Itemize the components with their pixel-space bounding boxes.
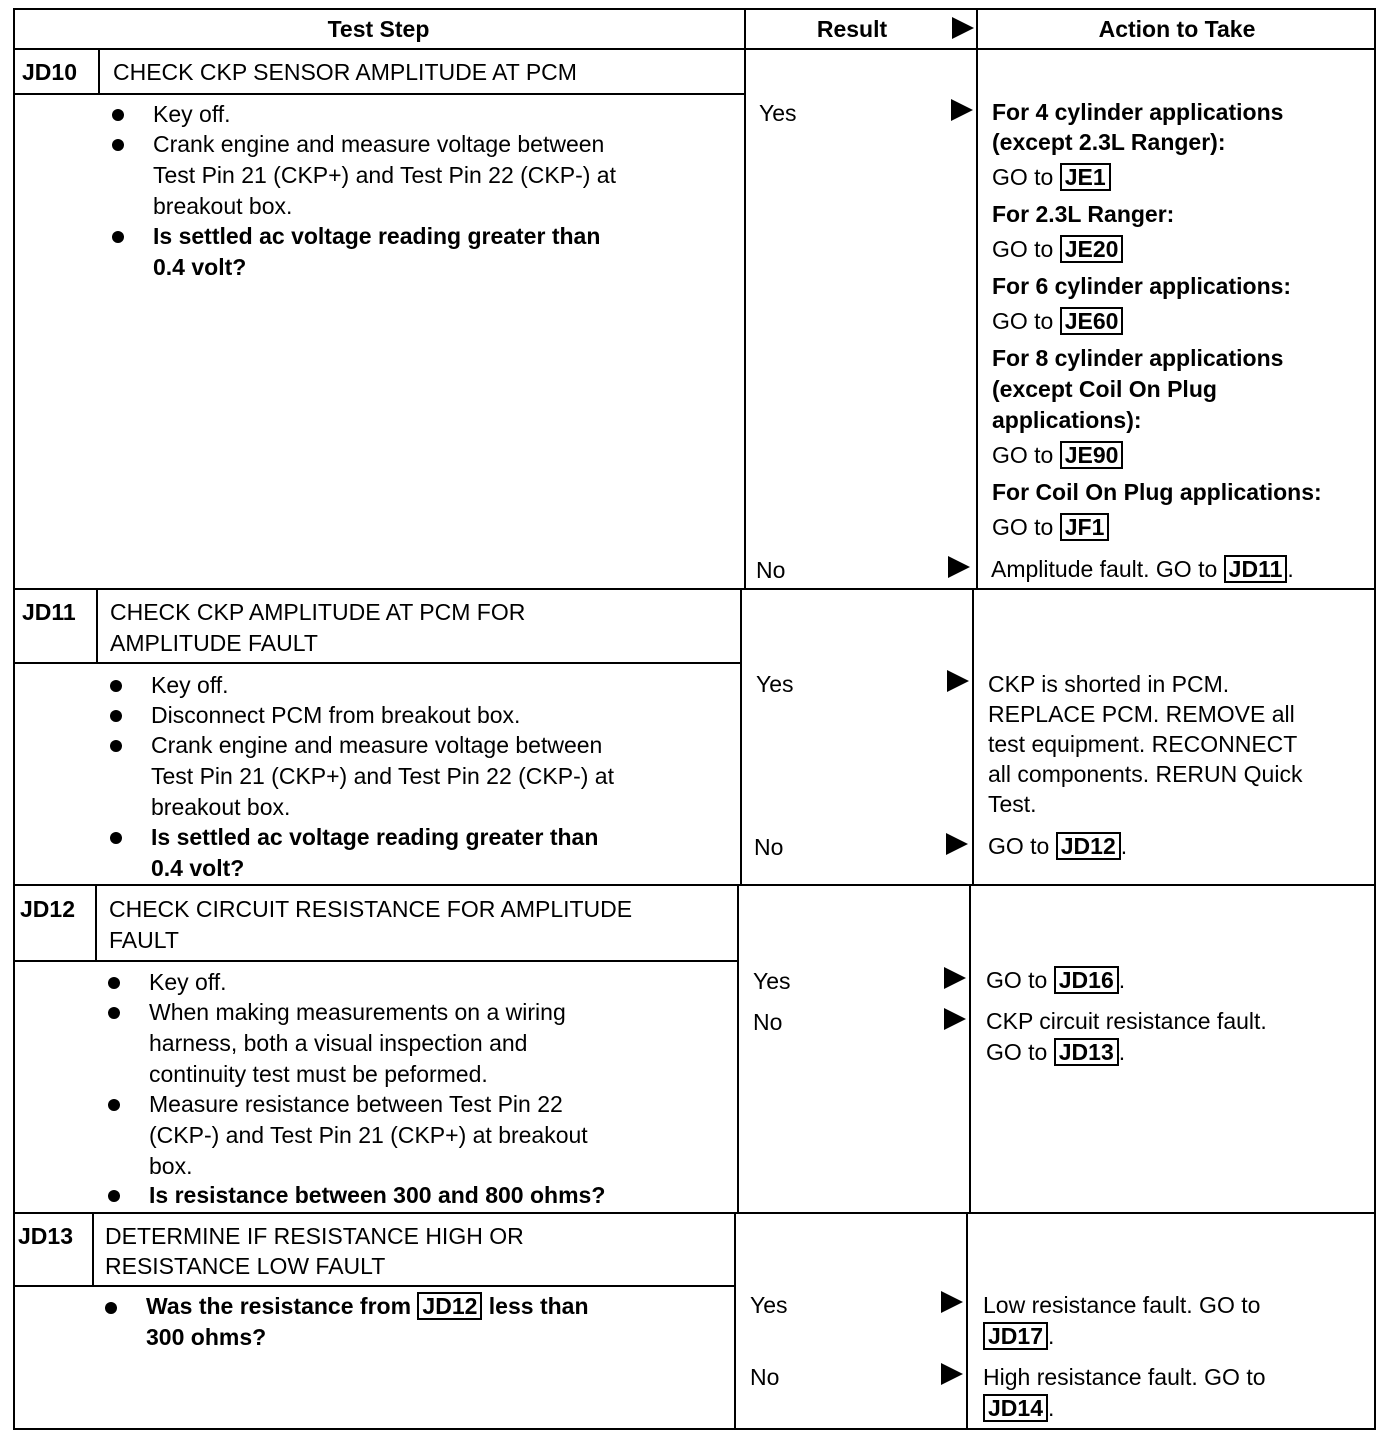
column-divider-action [969,884,971,1212]
action-goto: GO to JD13 . [986,1039,1126,1065]
step-title: AMPLITUDE FAULT [110,630,318,656]
action-text: CKP circuit resistance fault. [986,1008,1267,1034]
bullet-icon [105,1302,117,1314]
action-text: applications): [992,407,1142,433]
step-instruction: Key off. [153,101,231,127]
step-instruction: harness, both a visual inspection and [149,1030,528,1056]
action-text: For 6 cylinder applications: [992,273,1292,299]
action-text: For 8 cylinder applications [992,345,1284,371]
result-label: Yes [756,671,794,697]
step-instruction: Crank engine and measure voltage between [153,131,605,157]
column-divider-result [734,1212,736,1430]
action-text: (except Coil On Plug [992,376,1217,402]
step-reference-link[interactable]: JD12 [1056,832,1121,860]
bullet-icon [112,109,124,121]
step-instruction: Measure resistance between Test Pin 22 [149,1091,563,1117]
step-title: FAULT [109,927,179,953]
result-arrow-icon [941,1291,963,1313]
bullet-icon [110,740,122,752]
column-divider-result [737,884,739,1212]
row-divider [13,884,1376,886]
step-reference-link[interactable]: JD14 [983,1394,1048,1422]
result-label: Yes [759,100,797,126]
bullet-icon [112,231,124,243]
step-instruction: Key off. [149,969,227,995]
step-id-divider [98,48,100,93]
action-text: test equipment. RECONNECT [988,731,1298,757]
title-divider [13,960,737,962]
step-instruction: breakout box. [151,794,291,820]
action-goto: GO to JD12 . [988,833,1128,859]
step-instruction: box. [149,1153,193,1179]
bullet-icon [108,1190,120,1202]
action-goto: GO to JE20 [992,234,1123,265]
step-reference-link[interactable]: JD11 [1224,555,1288,583]
result-arrow-icon [948,556,970,578]
header-result: Result [816,16,888,42]
action-goto: GO to JE60 [992,306,1123,337]
step-reference-link[interactable]: JE90 [1060,441,1124,469]
step-id-divider [96,588,98,662]
step-question: Was the resistance from JD12 less than [146,1293,589,1319]
step-instruction: continuity test must be peformed. [149,1061,488,1087]
result-label: Yes [750,1292,788,1318]
step-reference-link[interactable]: JD13 [1054,1038,1119,1066]
bullet-icon [110,710,122,722]
result-label: No [753,1009,783,1035]
step-question: 300 ohms? [146,1324,267,1350]
result-label: No [754,834,784,860]
action-text: For 4 cylinder applications [992,99,1284,125]
step-id: JD12 [20,896,75,922]
result-label: No [750,1364,780,1390]
column-divider-action [976,8,978,588]
column-divider-action [972,588,974,884]
step-instruction: Test Pin 21 (CKP+) and Test Pin 22 (CKP-) at [151,763,614,789]
bullet-icon [110,680,122,692]
action-text: Low resistance fault. GO to [983,1292,1261,1318]
action-text: For Coil On Plug applications: [992,479,1322,505]
step-instruction: Test Pin 21 (CKP+) and Test Pin 22 (CKP-) at [153,162,616,188]
step-question: Is resistance between 300 and 800 ohms? [149,1182,606,1208]
action-text: For 2.3L Ranger: [992,201,1175,227]
step-id-divider [95,884,97,960]
step-reference-link[interactable]: JE20 [1060,235,1124,263]
header-divider [13,48,1376,50]
result-label: Yes [753,968,791,994]
step-instruction: When making measurements on a wiring [149,999,566,1025]
result-arrow-icon [946,833,968,855]
result-arrow-icon [947,670,969,692]
action-text: REPLACE PCM. REMOVE all [988,701,1295,727]
bullet-icon [112,139,124,151]
step-title: CHECK CKP SENSOR AMPLITUDE AT PCM [113,59,577,85]
step-reference-link[interactable]: JE1 [1060,163,1111,191]
step-id: JD11 [22,599,76,625]
bullet-icon [108,977,120,989]
result-arrow-icon [944,967,966,989]
step-question: Is settled ac voltage reading greater than [153,223,601,249]
bullet-icon [110,832,122,844]
step-reference-link[interactable]: JE60 [1060,307,1124,335]
action-goto: GO to JE90 [992,440,1123,471]
step-instruction: Key off. [151,672,229,698]
result-label: No [756,557,786,583]
result-arrow-icon [941,1363,963,1385]
step-title: CHECK CIRCUIT RESISTANCE FOR AMPLITUDE [109,896,633,922]
action-text: Test. [988,791,1037,817]
row-divider [13,588,1376,590]
column-divider-result [744,8,746,588]
action-goto: JD14 . [983,1393,1054,1424]
title-divider [13,93,744,95]
step-id: JD13 [18,1223,73,1249]
column-divider-action [966,1212,968,1430]
step-id: JD10 [22,59,77,85]
step-instruction: Crank engine and measure voltage between [151,732,603,758]
step-reference-link[interactable]: JD17 [983,1322,1048,1350]
action-text: High resistance fault. GO to [983,1364,1266,1390]
step-question: 0.4 volt? [153,254,247,280]
header-test-step: Test Step [327,16,430,42]
action-goto: GO to JD16 . [986,967,1126,993]
step-instruction: breakout box. [153,193,293,219]
step-title: DETERMINE IF RESISTANCE HIGH OR [105,1223,524,1249]
action-text: CKP is shorted in PCM. [988,671,1230,697]
action-text: all components. RERUN Quick [988,761,1303,787]
action-goto: Amplitude fault. GO to JD11 . [991,556,1294,582]
step-question: 0.4 volt? [151,855,245,881]
result-arrow-icon [944,1008,966,1030]
step-instruction: Disconnect PCM from breakout box. [151,702,521,728]
row-divider [13,1212,1376,1214]
step-reference-link[interactable]: JF1 [1060,513,1110,541]
bullet-icon [108,1099,120,1111]
title-divider [13,1285,734,1287]
action-goto: JD17 . [983,1321,1054,1352]
result-arrow-icon [951,99,973,121]
header-action: Action to Take [1098,16,1256,42]
step-question: Is settled ac voltage reading greater than [151,824,599,850]
title-divider [13,662,740,664]
action-goto: GO to JE1 [992,162,1111,193]
header-arrow-icon [952,17,974,39]
step-id-divider [92,1212,94,1285]
bullet-icon [108,1007,120,1019]
step-title: RESISTANCE LOW FAULT [105,1253,386,1279]
action-text: (except 2.3L Ranger): [992,129,1226,155]
step-reference-link[interactable]: JD16 [1054,966,1119,994]
column-divider-result [740,588,742,884]
step-reference-link[interactable]: JD12 [417,1292,482,1320]
step-title: CHECK CKP AMPLITUDE AT PCM FOR [110,599,526,625]
action-goto: GO to JF1 [992,512,1109,543]
step-instruction: (CKP-) and Test Pin 21 (CKP+) at breakout [149,1122,588,1148]
